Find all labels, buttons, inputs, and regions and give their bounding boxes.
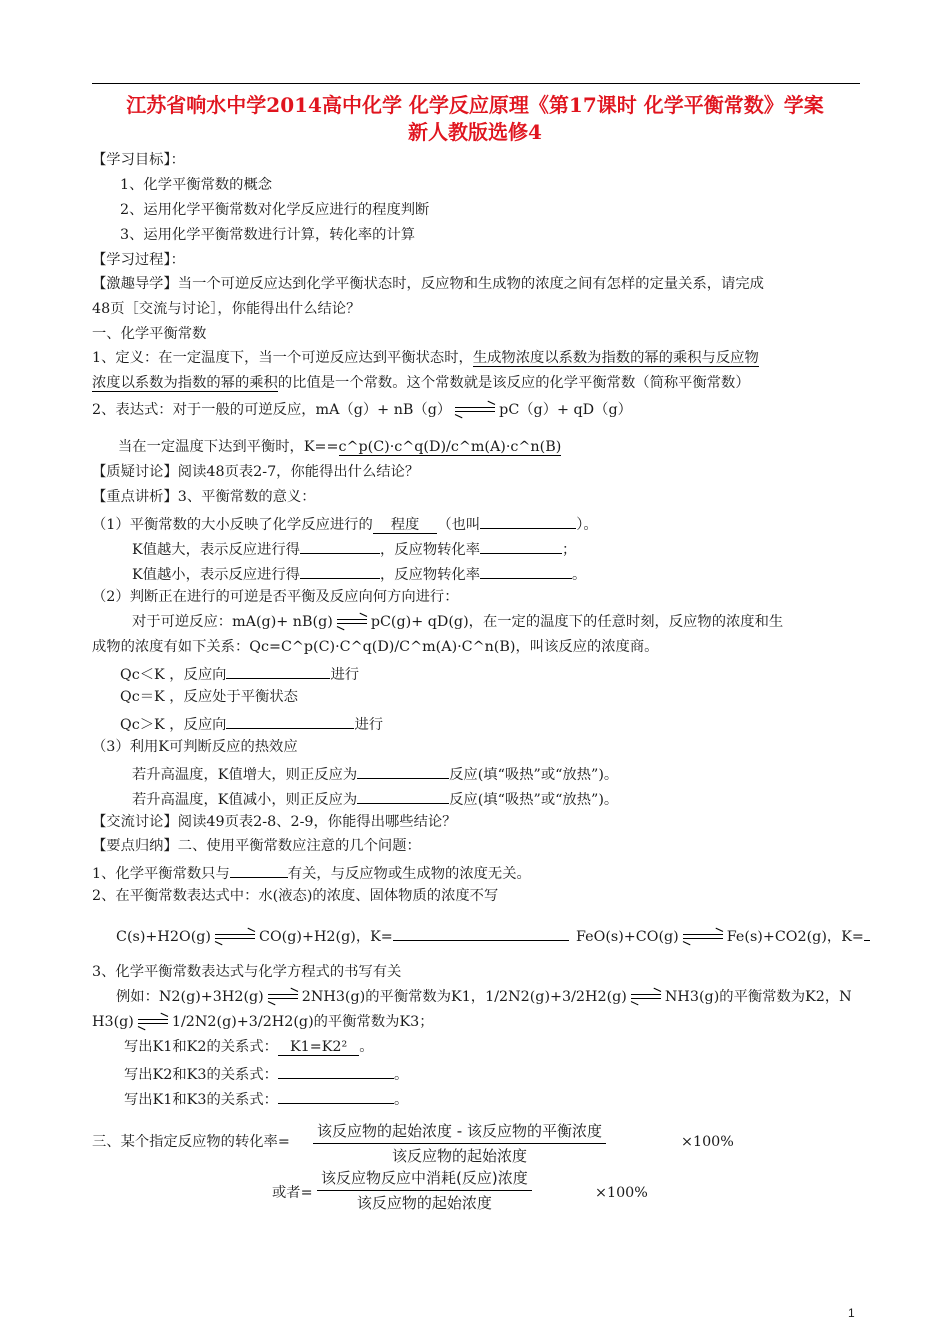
title-line-2: 新人教版选修4 — [408, 120, 542, 144]
example-eq-1 — [116, 924, 569, 947]
reversible-arrow-icon — [683, 933, 723, 941]
example-d: H3(g) — [92, 1014, 134, 1030]
k-definition-line — [118, 437, 561, 457]
quotient-line-1b: pC(g)+ qD(g)，在一定的温度下的任意时刻，反应物的浓度和生 — [370, 614, 784, 630]
definition-underline-1: 生成物浓度以系数为指数的幂的乘积与反应物 — [472, 350, 759, 366]
definition-line-1 — [92, 348, 759, 368]
summary-header: 【要点归纳】二、使用平衡常数应注意的几个问题： — [92, 838, 421, 854]
page-number: 1 — [848, 1306, 855, 1320]
discussion-2: 【交流讨论】阅读49页表2-8、2-9，你能得出哪些结论？ — [92, 814, 457, 830]
objective-item-1: 1、化学平衡常数的概念 — [120, 177, 273, 193]
example-c: NH3(g)的平衡常数为K2，N — [664, 989, 852, 1005]
reversible-arrow-icon — [138, 1018, 168, 1026]
k-large-line — [132, 537, 576, 560]
qc-equal-line: Qc＝K ，反应处于平衡状态 — [120, 689, 298, 705]
meaning-fill: 程度 — [373, 517, 438, 534]
reversible-arrow-icon — [268, 993, 298, 1001]
blank-qc-less[interactable] — [226, 662, 330, 679]
relation-k2-k3 — [124, 1062, 408, 1085]
meaning-point-3: （3）利用K可判断反应的热效应 — [92, 739, 298, 755]
qc-less-suffix: 进行 — [330, 667, 360, 683]
fraction-1-denominator: 该反应物的起始浓度 — [391, 1147, 527, 1165]
header-rule — [92, 83, 860, 84]
heat-up-text: 若升高温度，K值增大，则正反应为 — [132, 767, 358, 783]
title-line-1: 江苏省响水中学2014高中化学 化学反应原理《第17课时 化学平衡常数》学案 — [126, 93, 824, 117]
reversible-arrow-icon — [215, 933, 255, 941]
key-points-header: 【重点讲析】3、平衡常数的意义： — [92, 489, 316, 505]
qc-greater-suffix: 进行 — [354, 717, 384, 733]
blank-k-small-extent[interactable] — [300, 562, 380, 579]
or-label: 或者= — [272, 1185, 313, 1201]
heat-up-line — [132, 762, 618, 785]
k-formula: c^p(C)·c^q(D)/c^m(A)·c^n(B) — [338, 439, 562, 455]
quotient-line-1 — [132, 612, 783, 632]
blank-k-eq2[interactable] — [864, 924, 870, 941]
conversion-label-2: ，反应物转化率 — [379, 567, 481, 583]
fraction-1-numerator: 该反应物的起始浓度 - 该反应物的平衡浓度 — [317, 1122, 602, 1140]
meaning-prefix: （1）平衡常数的大小反映了化学反应进行的 — [92, 517, 373, 533]
semicolon: ； — [562, 542, 577, 558]
relation-k1-k3-label: 写出K1和K3的关系式： — [124, 1092, 278, 1108]
summary-item-2: 2、在平衡常数表达式中：水(液态)的浓度、固体物质的浓度不写 — [92, 888, 499, 904]
k-small-line — [132, 562, 586, 585]
blank-depends-on[interactable] — [230, 861, 288, 878]
expression-left: 2、表达式：对于一般的可逆反应，mA（g）+ nB（g） — [92, 402, 452, 418]
eq1-right: CO(g)+H2(g)，K= — [259, 929, 393, 945]
definition-underline-2: 浓度以系数为指数的幂的乘积 — [92, 375, 278, 391]
example-b: 2NH3(g)的平衡常数为K1，1/2N2(g)+3/2H2(g) — [301, 989, 627, 1005]
qc-greater-line — [120, 712, 383, 735]
conversion-fraction-2 — [317, 1168, 532, 1213]
conversion-rate-label: 三、某个指定反应物的转化率= — [92, 1134, 290, 1150]
expression-right: pC（g）+ qD（g） — [499, 402, 632, 418]
eq2-left: FeO(s)+CO(g) — [576, 929, 679, 945]
meaning-point-2: （2）判断正在进行的可逆是否平衡及反应向何方向进行： — [92, 589, 459, 605]
fraction-bar — [317, 1190, 532, 1191]
blank-k-eq1[interactable] — [393, 924, 569, 941]
objective-item-2: 2、运用化学平衡常数对化学反应进行的程度判断 — [120, 202, 430, 218]
example-line-2 — [92, 1012, 434, 1032]
blank-k2-k3[interactable] — [278, 1062, 394, 1079]
times-100-2: ×100% — [595, 1185, 648, 1201]
fraction-bar — [313, 1143, 606, 1144]
summary-item-1-prefix: 1、化学平衡常数只与 — [92, 866, 230, 882]
fraction-2-denominator: 该反应物的起始浓度 — [356, 1194, 492, 1212]
blank-k-small-conversion[interactable] — [480, 562, 572, 579]
relation-k1-k3 — [124, 1087, 408, 1110]
intro-line-1: 【激趣导学】当一个可逆反应达到化学平衡状态时，反应物和生成物的浓度之间有怎样的定量关系，请完成 — [92, 276, 764, 292]
reversible-arrow-icon — [455, 406, 495, 414]
k-prefix: 当在一定温度下达到平衡时，K== — [118, 439, 339, 455]
eq2-right: Fe(s)+CO2(g)，K= — [726, 929, 864, 945]
blank-k-large-conversion[interactable] — [480, 537, 562, 554]
k-small-text: K值越小，表示反应进行得 — [132, 567, 300, 583]
meaning-mid: （也叫 — [437, 517, 481, 533]
meaning-point-1 — [92, 512, 598, 535]
example-eq-2 — [576, 924, 870, 947]
blank-heat-up[interactable] — [357, 762, 449, 779]
fraction-2-numerator: 该反应物反应中消耗(反应)浓度 — [321, 1169, 528, 1187]
period: 。 — [393, 1092, 409, 1108]
example-e: 1/2N2(g)+3/2H2(g)的平衡常数为K3； — [171, 1014, 434, 1030]
blank-k-large-extent[interactable] — [300, 537, 380, 554]
qc-less-line — [120, 662, 359, 685]
summary-item-1-suffix: 有关，与反应物或生成物的浓度无关。 — [287, 866, 531, 882]
blank-heat-down[interactable] — [357, 787, 449, 804]
relation-k1-k2-label: 写出K1和K2的关系式： — [124, 1039, 278, 1055]
objective-item-3: 3、运用化学平衡常数进行计算，转化率的计算 — [120, 227, 416, 243]
blank-qc-greater[interactable] — [226, 712, 354, 729]
period: 。 — [393, 1067, 409, 1083]
conversion-fraction-1 — [313, 1121, 606, 1166]
relation-k1-k2 — [124, 1037, 374, 1057]
period: 。 — [359, 1039, 374, 1055]
qc-greater-text: Qc＞K ，反应向 — [120, 717, 227, 733]
period: 。 — [572, 567, 587, 583]
relation-k1-k2-answer: K1=K2² — [278, 1039, 359, 1056]
quotient-line-1a: 对于可逆反应：mA(g)+ nB(g) — [132, 614, 333, 630]
example-a: 例如：N2(g)+3H2(g) — [116, 989, 264, 1005]
objectives-header: 【学习目标】： — [92, 152, 185, 168]
document-title — [80, 92, 870, 146]
qc-less-text: Qc＜K ，反应向 — [120, 667, 227, 683]
definition-suffix: 的比值是一个常数。这个常数就是该反应的化学平衡常数（简称平衡常数） — [277, 375, 750, 391]
reversible-arrow-icon — [631, 993, 661, 1001]
process-header: 【学习过程】： — [92, 252, 185, 268]
eq1-left: C(s)+H2O(g) — [116, 929, 212, 945]
heat-up-suffix: 反应(填“吸热”或“放热”)。 — [449, 767, 619, 783]
conversion-label-1: ，反应物转化率 — [379, 542, 481, 558]
quotient-line-2: 成物的浓度有如下关系：Qc=C^p(C)·C^q(D)/C^m(A)·C^n(B)，叫该反应的浓度商。 — [92, 639, 659, 655]
relation-k2-k3-label: 写出K2和K3的关系式： — [124, 1067, 278, 1083]
section1-title: 一、化学平衡常数 — [92, 326, 207, 342]
discussion-1: 【质疑讨论】阅读48页表2-7，你能得出什么结论？ — [92, 464, 420, 480]
heat-down-line — [132, 787, 618, 810]
definition-line-2 — [92, 373, 750, 393]
k-large-text: K值越大，表示反应进行得 — [132, 542, 300, 558]
blank-aka[interactable] — [480, 512, 576, 529]
summary-item-3: 3、化学平衡常数表达式与化学方程式的书写有关 — [92, 964, 402, 980]
intro-line-2: 48页［交流与讨论］，你能得出什么结论？ — [92, 301, 361, 317]
blank-k1-k3[interactable] — [278, 1087, 394, 1104]
meaning-end: ）。 — [576, 517, 598, 533]
definition-prefix: 1、定义：在一定温度下，当一个可逆反应达到平衡状态时， — [92, 350, 473, 366]
summary-item-1 — [92, 861, 531, 884]
heat-down-suffix: 反应(填“吸热”或“放热”)。 — [449, 792, 619, 808]
times-100-1: ×100% — [681, 1134, 734, 1150]
example-line-1 — [116, 987, 852, 1007]
expression-line — [92, 400, 632, 420]
heat-down-text: 若升高温度，K值减小，则正反应为 — [132, 792, 358, 808]
reversible-arrow-icon — [337, 618, 367, 626]
